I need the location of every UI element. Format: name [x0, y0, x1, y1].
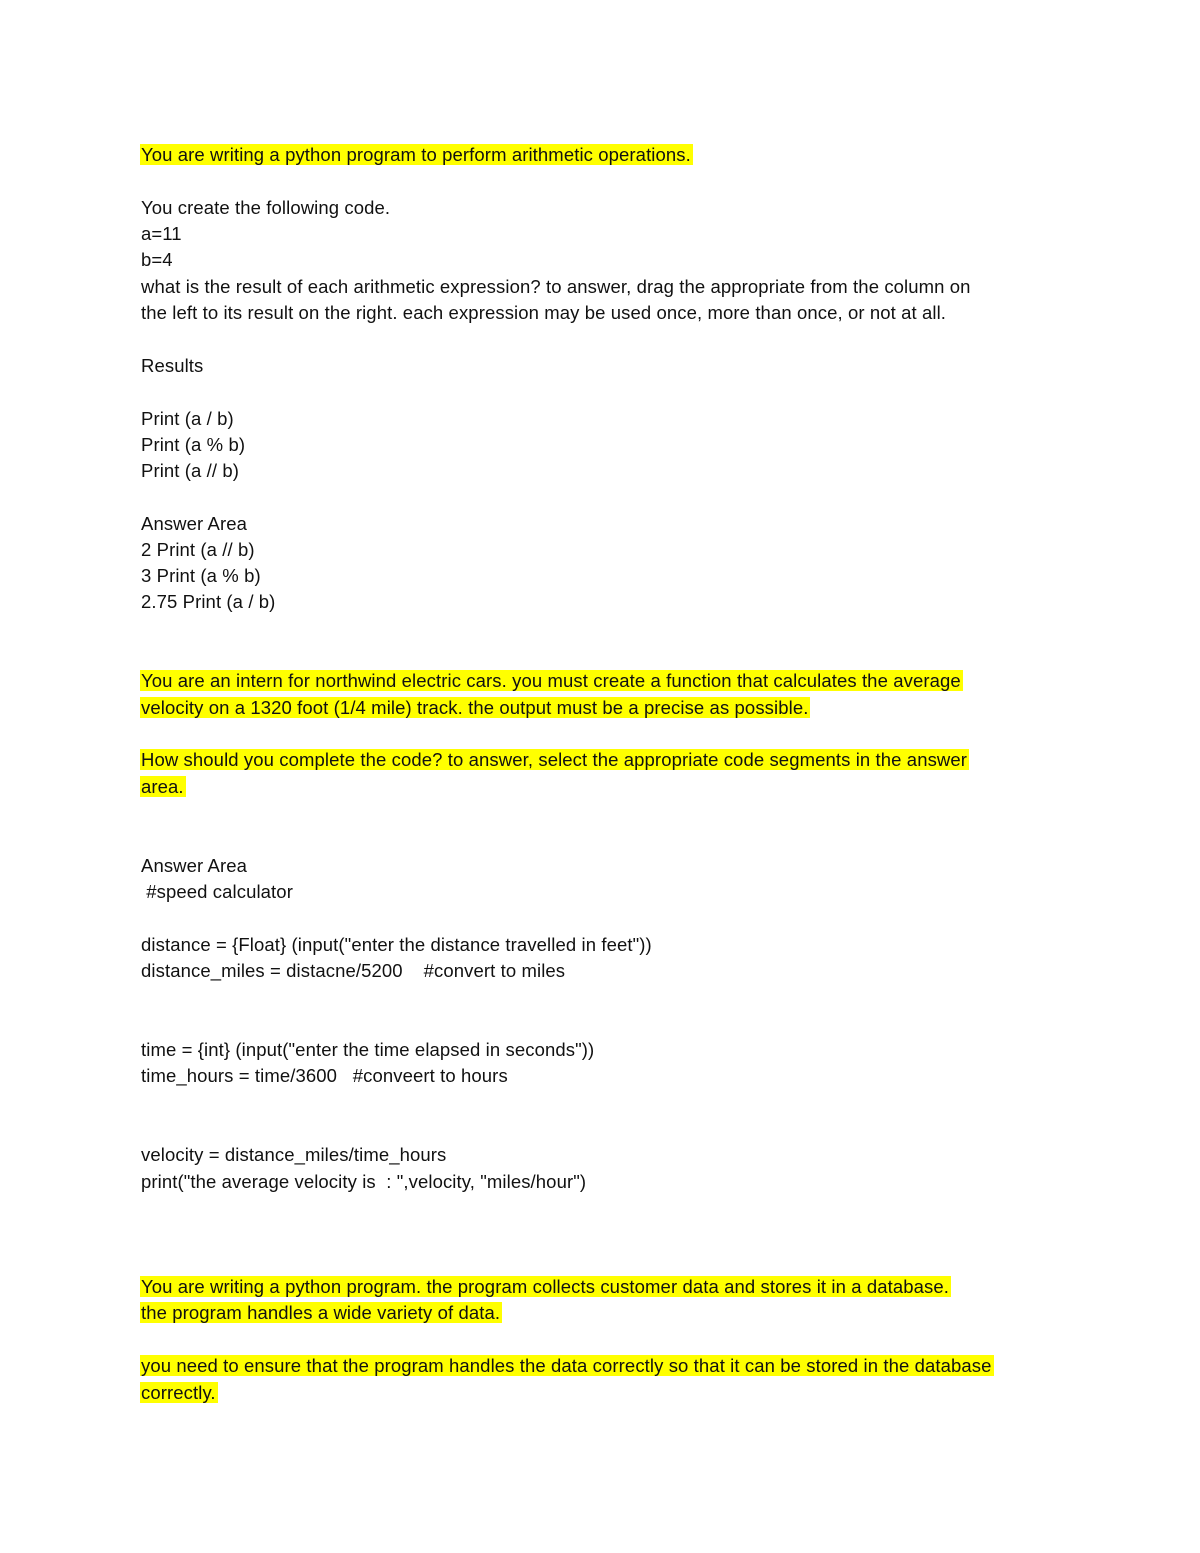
- answer-area-heading: Answer Area: [141, 513, 247, 534]
- answer-item: 2.75 Print (a / b): [141, 591, 276, 612]
- highlighted-text: You are an intern for northwind electric cars. you must create a function that calculates the average: [141, 670, 961, 691]
- create-code-text: You create the following code.: [141, 197, 391, 218]
- highlighted-text: the program handles a wide variety of data.: [141, 1302, 501, 1323]
- question-2-line-1: [141, 668, 963, 694]
- results-heading: Results: [141, 355, 204, 376]
- highlighted-text: You are writing a python program. the program collects customer data and stores it in a database.: [141, 1276, 950, 1297]
- highlighted-text: correctly.: [141, 1382, 216, 1403]
- prompt-line-1: [141, 747, 969, 773]
- highlighted-text: area.: [141, 776, 184, 797]
- code-line-b: b=4: [141, 249, 173, 270]
- code-print: print("the average velocity is : ",velocity, "miles/hour"): [141, 1171, 587, 1192]
- question-3-line-2: [141, 1300, 502, 1326]
- highlighted-text: you need to ensure that the program handles the data correctly so that it can be stored in the database: [141, 1355, 992, 1376]
- code-distance-miles: distance_miles = distacne/5200 #convert to miles: [141, 960, 566, 981]
- result-item: Print (a % b): [141, 434, 246, 455]
- requirement-line-1: [141, 1353, 994, 1379]
- highlighted-text: How should you complete the code? to answer, select the appropriate code segments in the answer: [141, 749, 968, 770]
- prompt-line-2: [141, 774, 186, 800]
- question-2-line-2: [141, 695, 810, 721]
- requirement-line-2: [141, 1380, 218, 1406]
- code-line-a: a=11: [141, 223, 182, 244]
- result-item: Print (a // b): [141, 460, 240, 481]
- code-distance: distance = {Float} (input("enter the distance travelled in feet")): [141, 934, 652, 955]
- question-3-line-1: [141, 1274, 951, 1300]
- instructions-line-2: the left to its result on the right. each expression may be used once, more than once, or not at all.: [141, 302, 947, 323]
- code-time-hours: time_hours = time/3600 #conveert to hours: [141, 1065, 508, 1086]
- question-1-text: [141, 142, 693, 168]
- result-item: Print (a / b): [141, 408, 234, 429]
- highlighted-text: velocity on a 1320 foot (1/4 mile) track. the output must be a precise as possible.: [141, 697, 809, 718]
- code-comment: #speed calculator: [141, 881, 293, 902]
- answer-item: 2 Print (a // b): [141, 539, 255, 560]
- answer-area-heading-2: Answer Area: [141, 855, 247, 876]
- highlighted-text: You are writing a python program to perform arithmetic operations.: [141, 144, 691, 165]
- code-velocity: velocity = distance_miles/time_hours: [141, 1144, 447, 1165]
- code-time: time = {int} (input("enter the time elapsed in seconds")): [141, 1039, 595, 1060]
- answer-item: 3 Print (a % b): [141, 565, 261, 586]
- instructions-line-1: what is the result of each arithmetic expression? to answer, drag the appropriate from the column on: [141, 276, 971, 297]
